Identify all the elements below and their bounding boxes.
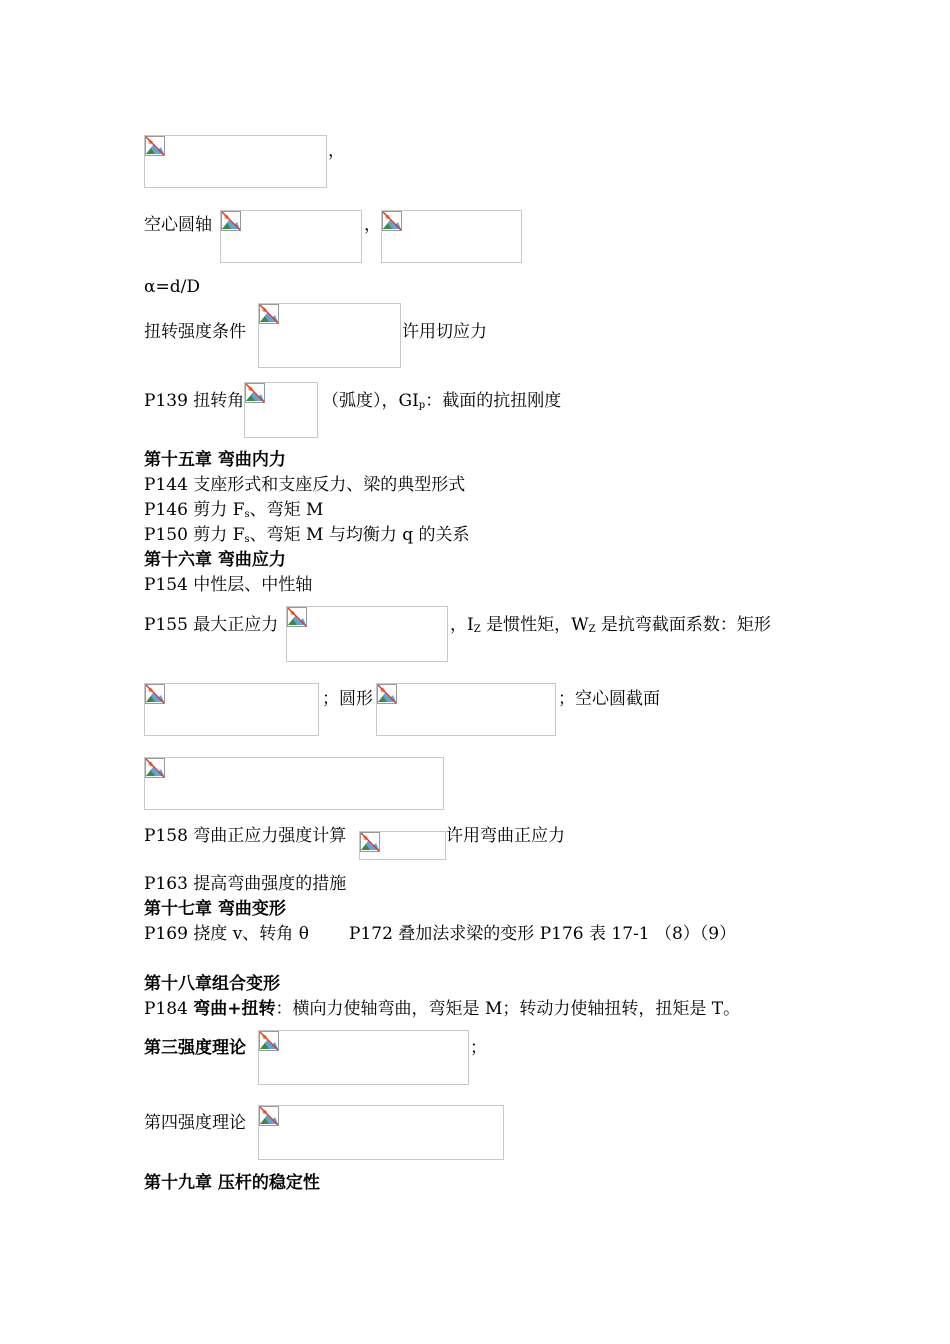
p150-text-a: P150 剪力 F (144, 525, 245, 545)
formula-image-8 (376, 683, 556, 736)
broken-image-icon (145, 136, 165, 156)
alpha-definition: α=d/D (144, 277, 200, 297)
p154-line: P154 中性层、中性轴 (144, 575, 313, 595)
formula-image-1 (144, 135, 327, 188)
p155-text-c: 是惯性矩，W (480, 615, 589, 635)
p146-text-b: 、弯矩 M (249, 500, 324, 520)
third-strength-theory-label: 第三强度理论 (144, 1038, 246, 1058)
broken-image-icon (145, 684, 165, 704)
broken-image-icon (259, 304, 279, 324)
p155-subscript-2: Z (588, 624, 596, 635)
text-comma: ， (364, 215, 381, 235)
p139-line-b (322, 390, 561, 417)
broken-image-icon (145, 758, 165, 778)
formula-image-3 (381, 210, 522, 263)
p150-text-b: 、弯矩 M 与均衡力 q 的关系 (249, 525, 470, 545)
broken-image-icon (221, 211, 241, 231)
p155-line-b (450, 614, 771, 641)
p146-subscript: s (244, 509, 250, 520)
allowable-shear-label: 许用切应力 (402, 322, 487, 342)
chapter-17-heading: 第十七章 弯曲变形 (144, 899, 286, 919)
p150-subscript: s (244, 534, 250, 545)
p155-subscript-1: Z (473, 624, 481, 635)
p139-line (144, 390, 244, 412)
round-section-label: ；圆形 (322, 689, 373, 709)
formula-image-12 (258, 1105, 504, 1160)
p184-text-a: P184 (144, 999, 194, 1019)
broken-image-icon (377, 684, 397, 704)
formula-image-10 (359, 831, 446, 860)
p169-line: P169 挠度 v、转角 θ (144, 924, 309, 944)
hollow-shaft-label: 空心圆轴 (144, 215, 212, 235)
p139-text-c: ：截面的抗扭刚度 (425, 391, 562, 411)
p184-line (144, 998, 740, 1020)
broken-image-icon (259, 1031, 279, 1051)
p146-line (144, 499, 323, 526)
chapter-18-heading: 第十八章组合变形 (144, 974, 280, 994)
chapter-16-heading: 第十六章 弯曲应力 (144, 550, 286, 570)
p172-line: P172 叠加法求梁的变形 P176 表 17-1 （8）（9） (349, 924, 737, 944)
fourth-strength-theory-label: 第四强度理论 (144, 1113, 246, 1133)
broken-image-icon (382, 211, 402, 231)
p155-text-d: 是抗弯截面系数：矩形 (595, 615, 771, 635)
chapter-19-heading: 第十九章 压杆的稳定性 (144, 1173, 320, 1193)
p163-line: P163 提高弯曲强度的措施 (144, 874, 347, 894)
formula-image-6 (286, 606, 448, 662)
p139-text-a: P139 扭转角 (144, 391, 245, 411)
formula-image-9 (144, 757, 444, 810)
p184-text-c: ：横向力使轴弯曲，弯矩是 M；转动力使轴扭转，扭矩是 T。 (275, 999, 741, 1019)
p139-subscript: p (418, 400, 426, 411)
p139-text-b: （弧度），GI (322, 391, 419, 411)
torsion-strength-label: 扭转强度条件 (144, 322, 246, 342)
chapter-15-heading: 第十五章 弯曲内力 (144, 450, 286, 470)
p184-text-bold: 弯曲+扭转 (193, 999, 276, 1019)
formula-image-7 (144, 683, 319, 736)
p144-line: P144 支座形式和支座反力、梁的典型形式 (144, 475, 466, 495)
p158-text-a: P158 弯曲正应力强度计算 (144, 826, 347, 846)
broken-image-icon (360, 832, 380, 852)
formula-image-2 (220, 210, 362, 263)
formula-image-4 (258, 303, 401, 368)
p146-text-a: P146 剪力 F (144, 500, 245, 520)
broken-image-icon (287, 607, 307, 627)
formula-image-11 (258, 1030, 469, 1085)
hollow-section-label: ；空心圆截面 (558, 689, 660, 709)
broken-image-icon (245, 383, 265, 403)
formula-image-5 (244, 382, 318, 438)
broken-image-icon (259, 1106, 279, 1126)
p158-text-b: 许用弯曲正应力 (446, 826, 565, 846)
text-semicolon: ； (470, 1038, 487, 1058)
p155-text-b: ，I (450, 615, 474, 635)
text-comma: ， (328, 141, 345, 161)
p150-line (144, 524, 470, 551)
p155-text-a: P155 最大正应力 (144, 615, 279, 635)
